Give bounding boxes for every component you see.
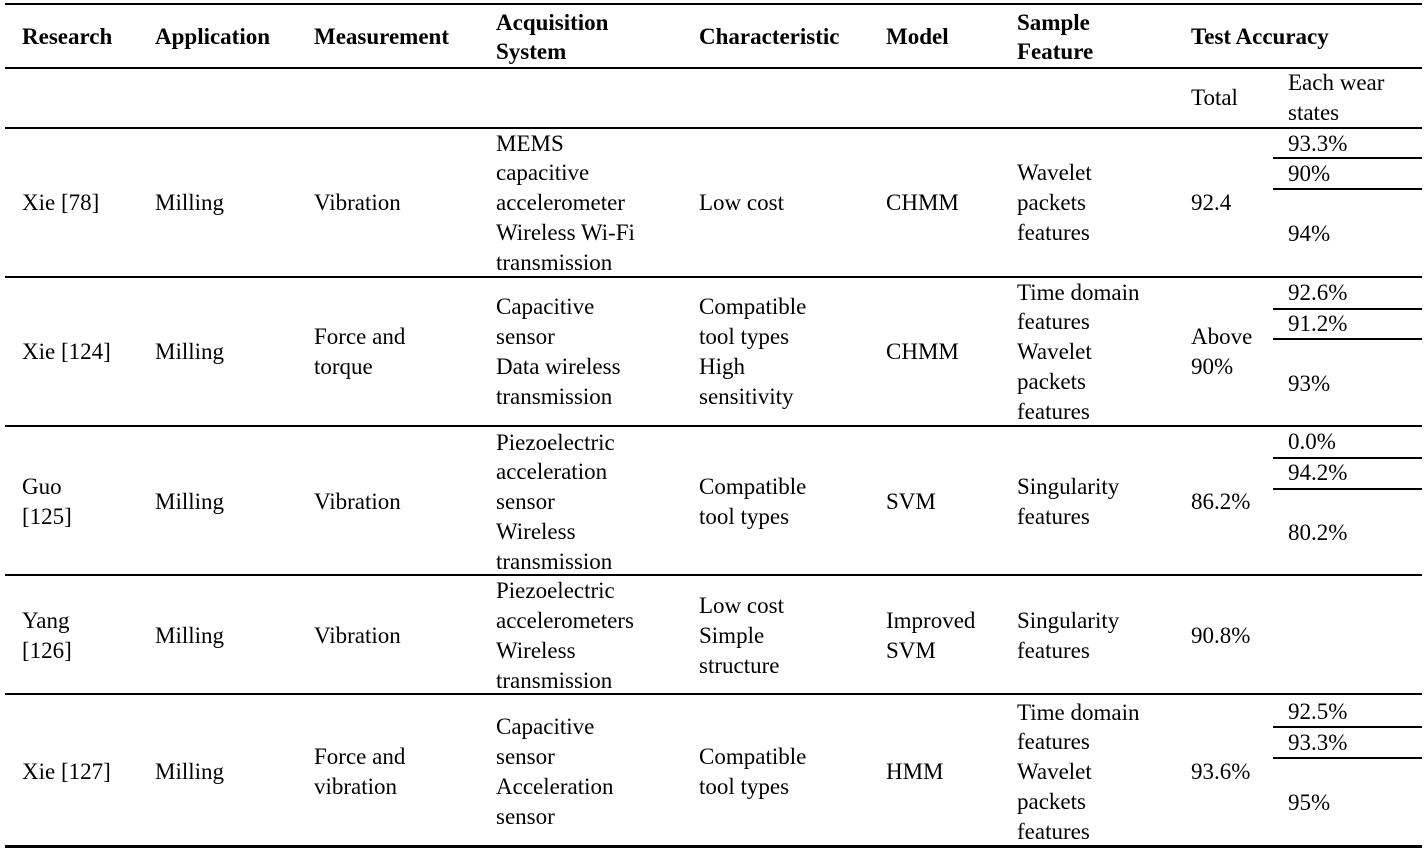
cell-measurement: Vibration bbox=[314, 190, 401, 215]
cell-application: Milling bbox=[155, 759, 225, 784]
cell-acquisition-system: capacitive bbox=[496, 160, 590, 185]
cell-characteristic: tool types bbox=[699, 504, 790, 529]
cell-total: 92.4 bbox=[1191, 190, 1232, 215]
cell-research: Guo bbox=[22, 474, 62, 499]
cell-characteristic: structure bbox=[699, 653, 780, 678]
cell-sample-feature: packets bbox=[1017, 369, 1086, 394]
cell-characteristic: Compatible bbox=[699, 744, 807, 769]
cell-characteristic: Low cost bbox=[699, 190, 784, 215]
cell-acquisition-system: acceleration bbox=[496, 459, 608, 484]
cell-sample-feature: Singularity bbox=[1017, 474, 1120, 499]
cell-wear-state: 80.2% bbox=[1288, 520, 1348, 545]
cell-application: Milling bbox=[155, 623, 225, 648]
cell-acquisition-system: Data wireless bbox=[496, 354, 621, 379]
cell-acquisition-system: Piezoelectric bbox=[496, 430, 615, 455]
cell-sample-feature: features bbox=[1017, 819, 1090, 844]
cell-characteristic: sensitivity bbox=[699, 384, 794, 409]
cell-sample-feature: features bbox=[1017, 309, 1090, 334]
cell-wear-state: 90% bbox=[1288, 161, 1331, 186]
cell-acquisition-system: Capacitive bbox=[496, 714, 595, 739]
cell-sample-feature: features bbox=[1017, 399, 1090, 424]
cell-acquisition-system: transmission bbox=[496, 384, 613, 409]
cell-wear-state: 92.5% bbox=[1288, 699, 1348, 724]
cell-acquisition-system: transmission bbox=[496, 549, 613, 574]
cell-sample-feature: Time domain bbox=[1017, 280, 1140, 305]
header-acquisition-system: Acquisition bbox=[496, 10, 609, 35]
cell-acquisition-system: accelerometers bbox=[496, 608, 634, 633]
cell-total: 86.2% bbox=[1191, 489, 1251, 514]
cell-acquisition-system: MEMS bbox=[496, 131, 564, 156]
cell-wear-state: 93.3% bbox=[1288, 730, 1348, 755]
cell-measurement: vibration bbox=[314, 774, 398, 799]
wear-state-rule bbox=[1273, 488, 1422, 490]
cell-wear-state: 0.0% bbox=[1288, 429, 1336, 454]
cell-wear-state: 93.3% bbox=[1288, 131, 1348, 156]
cell-acquisition-system: Wireless bbox=[496, 519, 576, 544]
cell-total: 90.8% bbox=[1191, 623, 1251, 648]
header-characteristic: Characteristic bbox=[699, 24, 840, 49]
cell-research: Yang bbox=[22, 608, 70, 633]
cell-research: [126] bbox=[22, 638, 72, 663]
header-total: Total bbox=[1191, 85, 1238, 110]
cell-acquisition-system: transmission bbox=[496, 250, 613, 275]
row-rule bbox=[5, 693, 1422, 695]
cell-measurement: torque bbox=[314, 354, 373, 379]
cell-research: [125] bbox=[22, 504, 72, 529]
cell-sample-feature: Time domain bbox=[1017, 700, 1140, 725]
header-each-wear-states: Each wear bbox=[1288, 70, 1385, 95]
cell-acquisition-system: Acceleration bbox=[496, 774, 614, 799]
cell-acquisition-system: sensor bbox=[496, 489, 555, 514]
cell-acquisition-system: Wireless Wi-Fi bbox=[496, 220, 635, 245]
cell-model: SVM bbox=[886, 638, 936, 663]
cell-acquisition-system: sensor bbox=[496, 744, 555, 769]
cell-wear-state: 93% bbox=[1288, 371, 1331, 396]
cell-total: Above bbox=[1191, 324, 1253, 349]
cell-measurement: Vibration bbox=[314, 489, 401, 514]
cell-application: Milling bbox=[155, 489, 225, 514]
cell-model: CHMM bbox=[886, 190, 959, 215]
cell-measurement: Force and bbox=[314, 324, 406, 349]
cell-model: Improved bbox=[886, 608, 976, 633]
row-rule bbox=[5, 276, 1422, 278]
cell-model: SVM bbox=[886, 489, 936, 514]
cell-sample-feature: features bbox=[1017, 638, 1090, 663]
cell-model: CHMM bbox=[886, 339, 959, 364]
cell-characteristic: tool types bbox=[699, 774, 790, 799]
cell-acquisition-system: Wireless bbox=[496, 638, 576, 663]
cell-total: 93.6% bbox=[1191, 759, 1251, 784]
cell-acquisition-system: transmission bbox=[496, 668, 613, 693]
cell-sample-feature: Wavelet bbox=[1017, 160, 1092, 185]
header-application: Application bbox=[155, 24, 271, 49]
cell-research: Xie [124] bbox=[22, 339, 111, 364]
cell-wear-state: 95% bbox=[1288, 790, 1331, 815]
cell-sample-feature: packets bbox=[1017, 190, 1086, 215]
row-rule bbox=[5, 574, 1422, 576]
cell-sample-feature: Singularity bbox=[1017, 608, 1120, 633]
cell-acquisition-system: sensor bbox=[496, 804, 555, 829]
header-measurement: Measurement bbox=[314, 24, 449, 49]
cell-wear-state: 94.2% bbox=[1288, 460, 1348, 485]
top-rule bbox=[5, 3, 1422, 5]
cell-acquisition-system: accelerometer bbox=[496, 190, 625, 215]
cell-characteristic: High bbox=[699, 354, 745, 379]
header-rule bbox=[5, 67, 1422, 69]
subheader-rule bbox=[5, 127, 1422, 129]
cell-sample-feature: features bbox=[1017, 504, 1090, 529]
cell-research: Xie [78] bbox=[22, 190, 100, 215]
row-rule bbox=[5, 425, 1422, 427]
cell-application: Milling bbox=[155, 339, 225, 364]
cell-measurement: Vibration bbox=[314, 623, 401, 648]
cell-sample-feature: features bbox=[1017, 220, 1090, 245]
header-acquisition-system: System bbox=[496, 39, 567, 64]
cell-measurement: Force and bbox=[314, 744, 406, 769]
header-sample-feature: Feature bbox=[1017, 39, 1094, 64]
header-sample-feature: Sample bbox=[1017, 10, 1090, 35]
cell-wear-state: 94% bbox=[1288, 221, 1331, 246]
bottom-rule bbox=[5, 845, 1422, 848]
cell-wear-state: 91.2% bbox=[1288, 311, 1348, 336]
header-model: Model bbox=[886, 24, 949, 49]
cell-sample-feature: packets bbox=[1017, 789, 1086, 814]
cell-model: HMM bbox=[886, 759, 944, 784]
header-research: Research bbox=[22, 24, 113, 49]
cell-acquisition-system: Capacitive bbox=[496, 294, 595, 319]
cell-acquisition-system: sensor bbox=[496, 324, 555, 349]
cell-characteristic: Simple bbox=[699, 623, 765, 648]
cell-application: Milling bbox=[155, 190, 225, 215]
cell-sample-feature: Wavelet bbox=[1017, 339, 1092, 364]
cell-characteristic: Compatible bbox=[699, 474, 807, 499]
cell-characteristic: Low cost bbox=[699, 593, 784, 618]
cell-characteristic: Compatible bbox=[699, 294, 807, 319]
cell-acquisition-system: Piezoelectric bbox=[496, 578, 615, 603]
cell-sample-feature: Wavelet bbox=[1017, 759, 1092, 784]
header-each-wear-states: states bbox=[1288, 100, 1340, 125]
cell-characteristic: tool types bbox=[699, 324, 790, 349]
cell-sample-feature: features bbox=[1017, 729, 1090, 754]
cell-total: 90% bbox=[1191, 354, 1234, 379]
header-test-accuracy: Test Accuracy bbox=[1191, 24, 1329, 49]
cell-wear-state: 92.6% bbox=[1288, 280, 1348, 305]
cell-research: Xie [127] bbox=[22, 759, 111, 784]
